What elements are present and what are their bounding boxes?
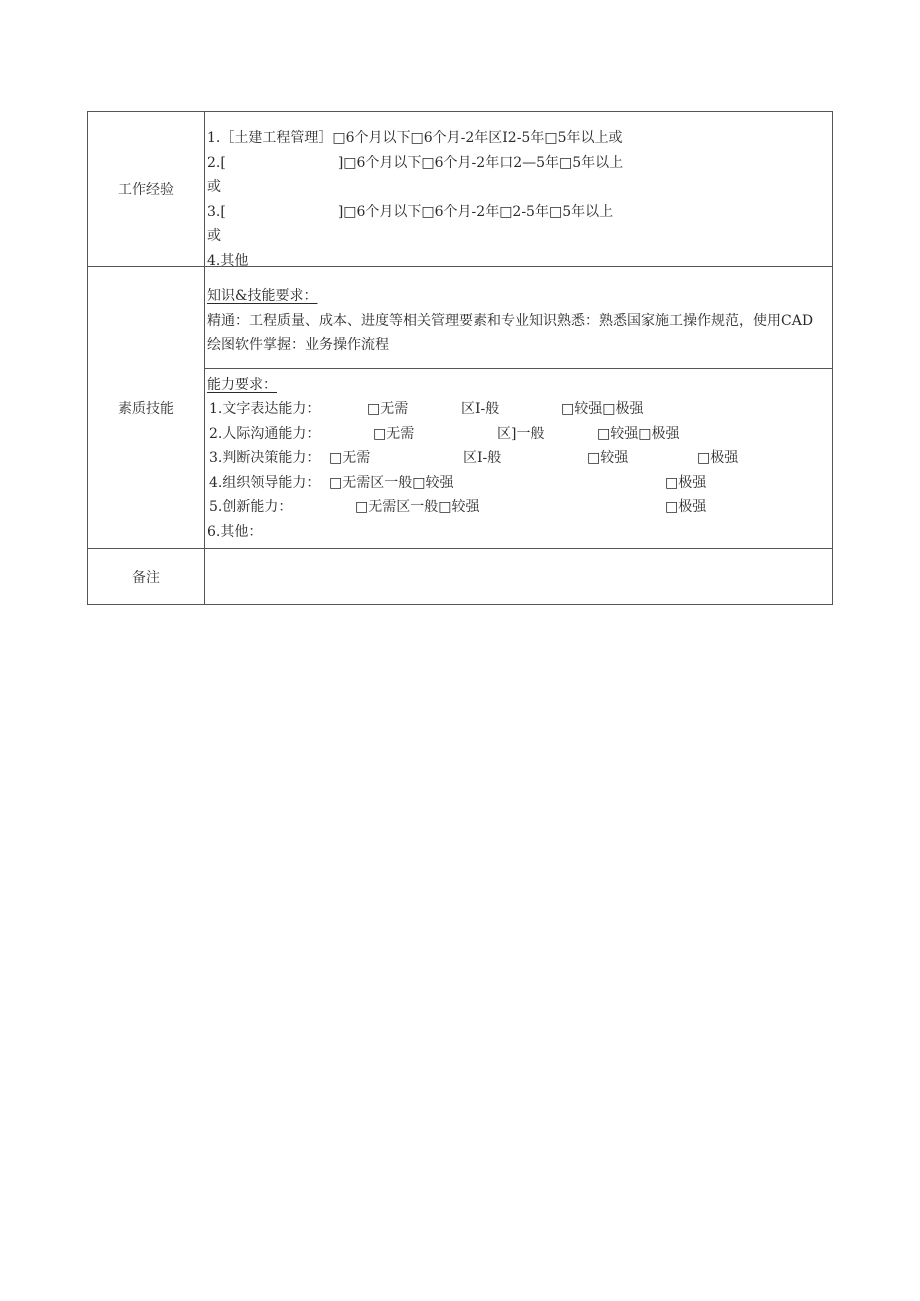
ability-row — [207, 495, 832, 520]
ability-option-none: □无需 — [373, 425, 415, 442]
ability-label: 5.创新能力： — [209, 499, 293, 515]
experience-line-2-options: ]□6个月以下□6个月-2年口2—5年□5年以上 — [337, 154, 624, 171]
ability-label: 1.文字表达能力： — [209, 401, 321, 417]
knowledge-title: 知识&技能要求： — [207, 288, 318, 304]
work-experience-row — [88, 112, 833, 267]
ability-option-none: □无需区一般□较强 — [329, 474, 454, 491]
remarks-value[interactable] — [205, 549, 833, 605]
quality-skills-row — [88, 267, 833, 549]
ability-option-normal: 区]一般 — [497, 425, 545, 442]
ability-row — [207, 446, 832, 471]
knowledge-description: 精通：工程质量、成本、进度等相关管理要素和专业知识熟悉：熟悉国家施工操作规范，使用CAD绘图软件掌握：业务操作流程 — [207, 312, 814, 353]
experience-line-2-prefix: 2.[ — [207, 154, 226, 171]
ability-option-strong: □较强□极强 — [597, 425, 680, 442]
quality-skills-label: 素质技能 — [88, 267, 205, 549]
ability-row — [207, 397, 832, 422]
experience-line-2-suffix: 或 — [207, 179, 221, 195]
ability-option-excellent: □极强 — [697, 450, 739, 466]
experience-line-4: 4.其他 — [207, 252, 249, 269]
work-experience-content — [205, 112, 833, 267]
ability-option-strong: □较强□极强 — [561, 401, 644, 417]
ability-title: 能力要求： — [207, 376, 277, 393]
work-experience-label: 工作经验 — [88, 112, 205, 267]
knowledge-section — [205, 267, 832, 369]
ability-other: 6.其他： — [207, 523, 263, 540]
ability-option-none: □无需 — [329, 450, 371, 466]
experience-line-2 — [207, 151, 832, 176]
ability-option-excellent: □极强 — [665, 474, 707, 491]
ability-label: 2.人际沟通能力： — [209, 425, 321, 442]
ability-option-none: □无需 — [367, 401, 409, 417]
ability-row — [207, 471, 832, 496]
remarks-label: 备注 — [88, 549, 205, 605]
experience-line-3-suffix: 或 — [207, 228, 221, 244]
ability-label: 3.判断决策能力： — [209, 450, 321, 466]
experience-line-1: 1.［土建工程管理］□6个月以下□6个月-2年区I2-5年□5年以上或 — [207, 130, 623, 146]
ability-option-none: □无需区一般□较强 — [355, 499, 480, 515]
experience-line-3 — [207, 200, 832, 225]
experience-line-3-prefix: 3.[ — [207, 203, 226, 220]
experience-line-3-options: ]□6个月以下□6个月-2年□2-5年□5年以上 — [337, 203, 614, 220]
quality-skills-content — [205, 267, 833, 549]
remarks-row — [88, 549, 833, 605]
job-requirements-table — [87, 111, 833, 605]
ability-label: 4.组织领导能力： — [209, 474, 321, 491]
ability-option-strong: □较强 — [587, 450, 629, 466]
ability-option-normal: 区I-般 — [461, 401, 500, 417]
ability-section — [205, 369, 832, 549]
ability-row — [207, 422, 832, 447]
ability-option-excellent: □极强 — [665, 499, 707, 515]
ability-option-normal: 区I-般 — [463, 450, 502, 466]
